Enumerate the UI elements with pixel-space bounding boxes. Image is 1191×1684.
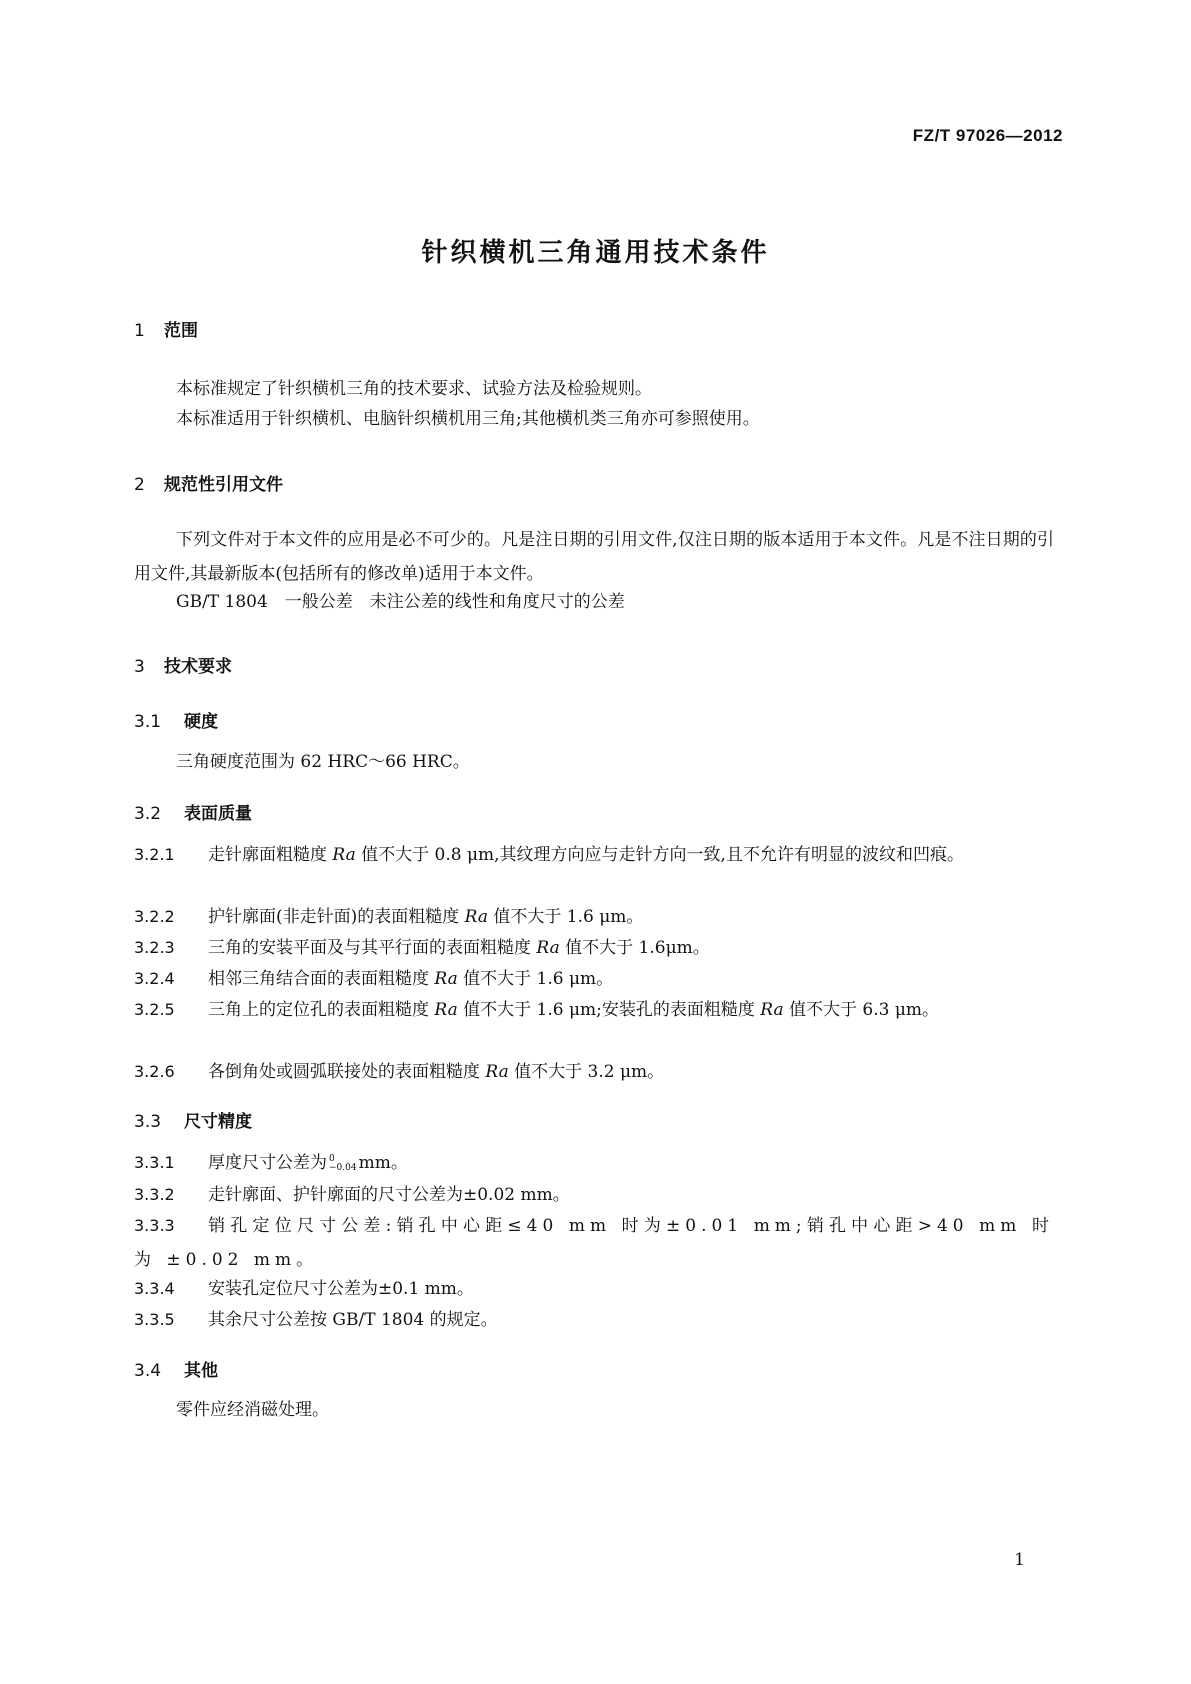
section-title: 硬度 bbox=[184, 712, 218, 732]
clause-text: 走针廓面粗糙度 bbox=[208, 845, 327, 865]
ra-symbol: Ra bbox=[536, 938, 560, 958]
ra-symbol: Ra bbox=[332, 845, 356, 865]
clause-number: 3.3.1 bbox=[134, 1153, 175, 1172]
section-number: 3.2 bbox=[134, 804, 162, 824]
section-title: 技术要求 bbox=[164, 657, 232, 677]
page-number: 1 bbox=[1014, 1550, 1025, 1570]
section-3-1-heading bbox=[134, 707, 218, 732]
clause-3-3-4 bbox=[134, 1272, 1064, 1306]
ra-symbol: Ra bbox=[760, 1000, 784, 1020]
clause-text: 护针廓面(非走针面)的表面粗糙度 bbox=[208, 907, 460, 927]
clause-number: 3.2.1 bbox=[134, 845, 175, 864]
clause-text: 其余尺寸公差按 GB/T 1804 的规定。 bbox=[208, 1310, 498, 1330]
sec1-paragraph-2: 本标准适用于针织横机、电脑针织横机用三角;其他横机类三角亦可参照使用。 bbox=[176, 409, 760, 429]
section-number: 2 bbox=[134, 475, 145, 495]
clause-text: 三角上的定位孔的表面粗糙度 bbox=[208, 1000, 429, 1020]
sec2-paragraph-1: 下列文件对于本文件的应用是必不可少的。凡是注日期的引用文件,仅注日期的版本适用于本文件。凡是不注日期的引用文件,其最新版本(包括所有的修改单)适用于本文件。 bbox=[134, 530, 1054, 584]
tolerance-stack bbox=[329, 1155, 357, 1173]
clause-3-2-4 bbox=[134, 962, 1064, 996]
clause-3-3-1 bbox=[134, 1146, 1064, 1180]
section-3-4-heading bbox=[134, 1356, 218, 1381]
clause-number: 3.2.5 bbox=[134, 1000, 175, 1019]
section-1-heading bbox=[134, 316, 198, 341]
clause-text: 安装孔定位尺寸公差为±0.1 mm。 bbox=[208, 1279, 474, 1299]
section-number: 3 bbox=[134, 657, 145, 677]
section-2-heading bbox=[134, 470, 283, 495]
clause-3-3-5 bbox=[134, 1303, 1064, 1337]
sec1-paragraph-1: 本标准规定了针织横机三角的技术要求、试验方法及检验规则。 bbox=[176, 379, 652, 399]
clause-text: 销孔定位尺寸公差:销孔中心距≤40 mm 时为±0.01 mm;销孔中心距>40 mm 时为 ±0.02 mm。 bbox=[134, 1216, 1054, 1270]
clause-number: 3.2.2 bbox=[134, 907, 175, 926]
clause-3-3-3 bbox=[134, 1209, 1054, 1277]
tolerance-lower: −0.04 bbox=[329, 1162, 357, 1173]
clause-text: mm。 bbox=[358, 1153, 408, 1173]
clause-text: 值不大于 1.6 μm;安装孔的表面粗糙度 bbox=[463, 1000, 755, 1020]
clause-number: 3.2.6 bbox=[134, 1062, 175, 1081]
section-number: 3.1 bbox=[134, 712, 162, 732]
clause-text: 厚度尺寸公差为 bbox=[208, 1153, 327, 1173]
section-number: 3.4 bbox=[134, 1361, 162, 1381]
clause-3-2-1 bbox=[134, 838, 1054, 872]
ra-symbol: Ra bbox=[434, 969, 458, 989]
clause-text: 各倒角处或圆弧联接处的表面粗糙度 bbox=[208, 1062, 480, 1082]
clause-text: 值不大于 1.6 μm。 bbox=[493, 907, 644, 927]
section-3-heading bbox=[134, 652, 232, 677]
clause-text: 值不大于 6.3 μm。 bbox=[789, 1000, 940, 1020]
clause-number: 3.3.3 bbox=[134, 1216, 175, 1235]
clause-text: 值不大于 3.2 μm。 bbox=[514, 1062, 665, 1082]
section-number: 1 bbox=[134, 321, 145, 341]
section-title: 尺寸精度 bbox=[184, 1112, 252, 1132]
clause-3-2-2 bbox=[134, 900, 1064, 934]
clause-3-2-5 bbox=[134, 993, 1054, 1027]
clause-text: 相邻三角结合面的表面粗糙度 bbox=[208, 969, 429, 989]
sec3-1-paragraph: 三角硬度范围为 62 HRC～66 HRC。 bbox=[176, 752, 470, 772]
clause-3-2-3 bbox=[134, 931, 1064, 965]
clause-text: 三角的安装平面及与其平行面的表面粗糙度 bbox=[208, 938, 531, 958]
clause-text: 值不大于 1.6 μm。 bbox=[463, 969, 614, 989]
clause-number: 3.3.5 bbox=[134, 1310, 175, 1329]
clause-number: 3.2.4 bbox=[134, 969, 175, 988]
sec3-4-paragraph: 零件应经消磁处理。 bbox=[176, 1400, 329, 1420]
section-title: 范围 bbox=[164, 321, 198, 341]
section-3-3-heading bbox=[134, 1107, 252, 1132]
ra-symbol: Ra bbox=[434, 1000, 458, 1020]
clause-number: 3.2.3 bbox=[134, 938, 175, 957]
clause-number: 3.3.4 bbox=[134, 1279, 175, 1298]
clause-3-2-6 bbox=[134, 1055, 1064, 1089]
sec2-reference: GB/T 1804 一般公差 未注公差的线性和角度尺寸的公差 bbox=[176, 592, 625, 612]
section-3-2-heading bbox=[134, 799, 252, 824]
clause-text: 值不大于 1.6μm。 bbox=[565, 938, 710, 958]
tolerance-upper: 0 bbox=[329, 1153, 335, 1164]
section-title: 规范性引用文件 bbox=[164, 475, 283, 495]
document-title: 针织横机三角通用技术条件 bbox=[421, 238, 770, 268]
clause-text: 值不大于 0.8 μm,其纹理方向应与走针方向一致,且不允许有明显的波纹和凹痕。 bbox=[361, 845, 964, 865]
section-number: 3.3 bbox=[134, 1112, 162, 1132]
ra-symbol: Ra bbox=[485, 1062, 509, 1082]
section-title: 其他 bbox=[184, 1361, 218, 1381]
clause-number: 3.3.2 bbox=[134, 1185, 175, 1204]
standard-code: FZ/T 97026—2012 bbox=[912, 126, 1063, 145]
ra-symbol: Ra bbox=[464, 907, 488, 927]
clause-text: 走针廓面、护针廓面的尺寸公差为±0.02 mm。 bbox=[208, 1185, 570, 1205]
section-title: 表面质量 bbox=[184, 804, 252, 824]
clause-3-3-2 bbox=[134, 1178, 1064, 1212]
